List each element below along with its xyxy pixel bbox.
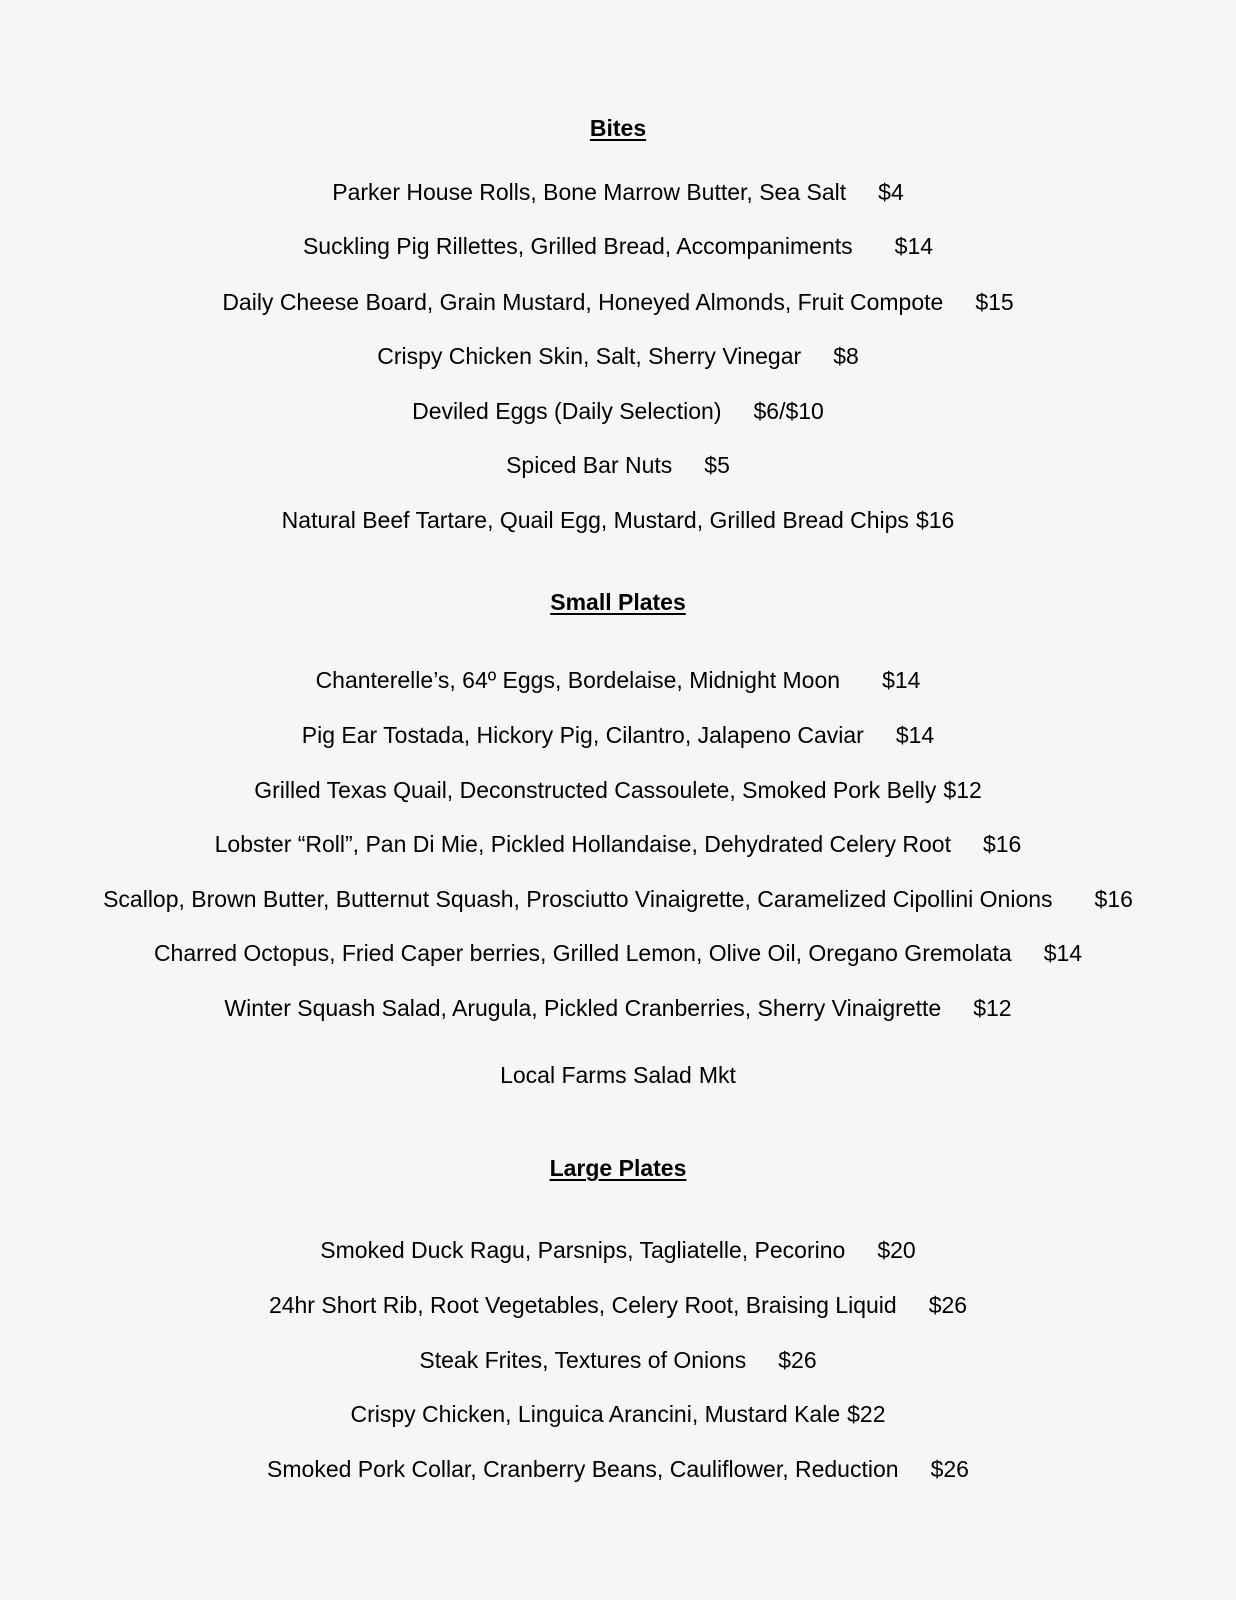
menu-item xyxy=(0,178,1236,206)
item-price: $16 xyxy=(915,507,955,533)
item-name: Pig Ear Tostada, Hickory Pig, Cilantro, Jalapeno Caviar xyxy=(301,722,864,748)
menu-item xyxy=(0,776,1236,804)
item-name: Steak Frites, Textures of Onions xyxy=(419,1347,747,1373)
menu-item xyxy=(0,288,1236,316)
menu-item xyxy=(0,342,1236,370)
item-name: Crispy Chicken, Linguica Arancini, Mustard Kale xyxy=(350,1401,841,1427)
item-name: Local Farms Salad xyxy=(500,1062,692,1088)
item-price: $14 xyxy=(1043,940,1083,966)
item-price: $6/$10 xyxy=(753,398,824,424)
item-name: Winter Squash Salad, Arugula, Pickled Cranberries, Sherry Vinaigrette xyxy=(224,995,942,1021)
item-price: $15 xyxy=(975,289,1014,315)
item-name: Spiced Bar Nuts xyxy=(506,452,673,478)
item-name: Chanterelle’s, 64º Eggs, Bordelaise, Midnight Moon xyxy=(315,667,841,693)
item-price: $14 xyxy=(895,722,935,748)
section-heading-small-plates: Small Plates xyxy=(550,589,686,615)
item-name: Deviled Eggs (Daily Selection) xyxy=(412,398,722,424)
item-price: $5 xyxy=(704,452,730,478)
item-price: $4 xyxy=(878,179,904,205)
item-name: Charred Octopus, Fried Caper berries, Grilled Lemon, Olive Oil, Oregano Gremolata xyxy=(153,940,1012,966)
menu-item xyxy=(0,830,1236,858)
menu-item xyxy=(0,1291,1236,1319)
menu-item xyxy=(0,1061,1236,1089)
item-name: Natural Beef Tartare, Quail Egg, Mustard, Grilled Bread Chips xyxy=(281,507,909,533)
menu-item xyxy=(0,885,1236,913)
menu-item xyxy=(0,666,1236,694)
item-price: $26 xyxy=(778,1347,817,1373)
item-name: Lobster “Roll”, Pan Di Mie, Pickled Hollandaise, Dehydrated Celery Root xyxy=(214,831,951,857)
item-name: Scallop, Brown Butter, Butternut Squash, Prosciutto Vinaigrette, Caramelized Cipollini Onions xyxy=(103,886,1053,912)
item-name: 24hr Short Rib, Root Vegetables, Celery Root, Braising Liquid xyxy=(268,1292,897,1318)
menu-item xyxy=(0,1236,1236,1264)
menu-item xyxy=(0,994,1236,1022)
item-price: $12 xyxy=(943,777,982,803)
section-heading-large-plates: Large Plates xyxy=(549,1155,687,1181)
item-price: $16 xyxy=(982,831,1022,857)
item-price: $22 xyxy=(847,1401,886,1427)
item-name: Daily Cheese Board, Grain Mustard, Honeyed Almonds, Fruit Compote xyxy=(222,289,944,315)
menu-item xyxy=(0,397,1236,425)
menu-item xyxy=(0,939,1236,967)
item-name: Smoked Pork Collar, Cranberry Beans, Cauliflower, Reduction xyxy=(267,1456,899,1482)
item-price: $20 xyxy=(877,1237,916,1263)
section-heading-bites: Bites xyxy=(589,115,647,141)
item-name: Crispy Chicken Skin, Salt, Sherry Vinegar xyxy=(377,343,802,369)
item-price: $12 xyxy=(973,995,1012,1021)
menu-item xyxy=(0,506,1236,534)
item-name: Parker House Rolls, Bone Marrow Butter, Sea Salt xyxy=(332,179,847,205)
item-price: $8 xyxy=(833,343,859,369)
menu-item xyxy=(0,232,1236,260)
item-price: $16 xyxy=(1094,886,1133,912)
menu-item xyxy=(0,1346,1236,1374)
item-price: $14 xyxy=(894,233,934,259)
menu-item xyxy=(0,1455,1236,1483)
item-name: Suckling Pig Rillettes, Grilled Bread, Accompaniments xyxy=(302,233,853,259)
item-name: Grilled Texas Quail, Deconstructed Cassoulete, Smoked Pork Belly xyxy=(254,777,937,803)
item-name: Smoked Duck Ragu, Parsnips, Tagliatelle, Pecorino xyxy=(320,1237,846,1263)
item-price: $26 xyxy=(930,1456,969,1482)
menu-item xyxy=(0,1400,1236,1428)
menu-item xyxy=(0,721,1236,749)
menu-item xyxy=(0,451,1236,479)
item-price: $14 xyxy=(882,667,921,693)
item-price: $26 xyxy=(928,1292,968,1318)
item-price: Mkt xyxy=(698,1062,736,1088)
